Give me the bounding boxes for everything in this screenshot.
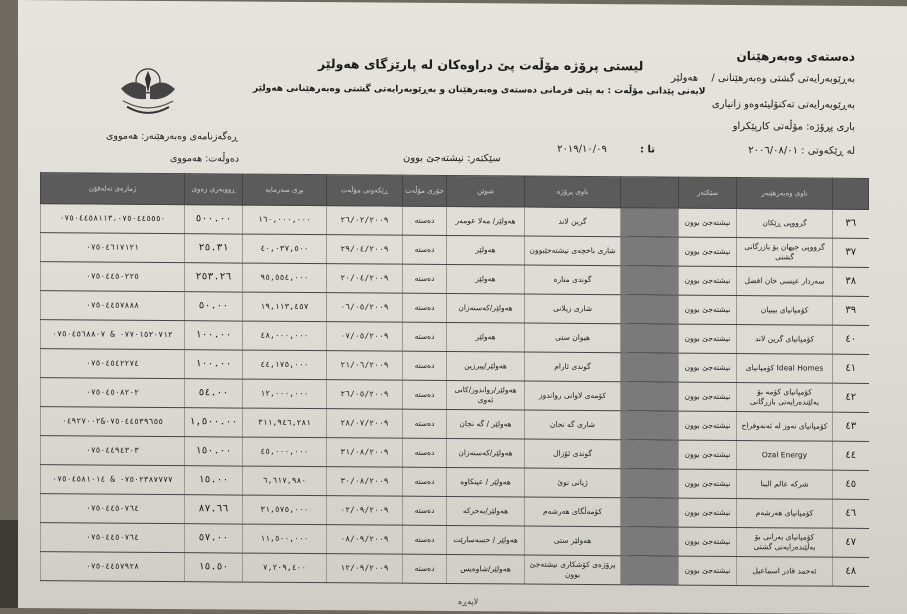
redacted-cell [621, 498, 679, 527]
col-header: سێکتەر [679, 177, 737, 208]
cell-idx: ٤٦ [833, 499, 869, 528]
directorate-line1 [671, 73, 855, 85]
cell-capital: ٤٠,٠٣٧,٥٠٠ [243, 234, 327, 264]
cell-investor: کۆمپانیای کۆمە بۆ بەلێندەرایەتی بازرگانی [737, 383, 833, 413]
cell-capital: ١١,٥٠٠,٠٠٠ [243, 524, 327, 554]
cell-sector: نیشتەجێ بوون [679, 498, 737, 527]
col-header: ڕێکەوتی مۆڵەت [327, 175, 403, 207]
col-header: ژمارەی تەلەفۆن [41, 173, 185, 205]
cell-license: دەستە [403, 438, 447, 467]
cell-project: گوندی ئارام [525, 352, 621, 382]
cell-location: هەولێر / حسەسارێت [447, 525, 525, 555]
cell-phone: ٠٧٧٠١٥٢٠٧١٢ & ٠٧٥٠٤٥٦٨٨٠٧ [41, 320, 185, 350]
date-range [557, 144, 855, 157]
cell-area: ٥٠٠.٠٠ [185, 205, 243, 234]
date-to: ٢٠١٩/١٠/٠٩ [557, 143, 607, 156]
cell-location: هەولێر/رواندوز/کانی ئەوی [447, 380, 525, 410]
cell-location: هەولێر [447, 235, 525, 265]
cell-license: دەستە [403, 409, 447, 438]
page-footer: لاپەڕە [458, 597, 479, 607]
cell-date: ٢٦/٠٢/٢٠٠٩ [327, 206, 403, 236]
cell-date: ٢٦/٠٥/٢٠٠٩ [327, 380, 403, 410]
directorate-text: بەڕێوبەرایەتی گشتی وەبەرهێنانی / [711, 72, 855, 85]
cell-date: ٣١/٠٨/٢٠٠٩ [327, 438, 403, 468]
redacted-cell [621, 353, 679, 382]
cell-idx: ٣٩ [833, 296, 869, 325]
cell-sector: نیشتەجێ بوون [679, 295, 737, 324]
cell-date: ٣٠/٠٨/٢٠٠٩ [327, 467, 403, 497]
cell-location: هەولێر/کەسنەزان [447, 438, 525, 468]
cell-capital: ١٦٠,٠٠٠,٠٠٠ [243, 205, 327, 235]
cell-project: کۆمەڵگای هەرشەم [525, 497, 621, 527]
cell-date: ٢٩/٠٤/٢٠٠٩ [327, 235, 403, 265]
cell-license: دەستە [403, 206, 447, 235]
cell-project: شاری گە نجان [525, 410, 621, 440]
redacted-cell [621, 208, 679, 237]
cell-project: شاری باخچەی نیشتەجێبوون [525, 236, 621, 266]
cell-investor: گرووپی جیهان بۆ بازرگانی گشتی [737, 238, 833, 268]
scanned-document-page [18, 0, 907, 614]
cell-license: دەستە [403, 293, 447, 322]
cell-location: هەولێر/بەحرکە [447, 496, 525, 526]
cell-investor: کۆمپانیای گرین لاند [737, 325, 833, 355]
cell-location: هەولێر [447, 264, 525, 294]
cell-location: هەولێر/شاوەیس [447, 554, 525, 584]
cell-project: هەولێر ستی [525, 526, 621, 556]
cell-phone: ٠٧٥٠٤٤٥٠٧٦٤ [41, 523, 185, 553]
redacted-cell [621, 266, 679, 295]
cell-area: ١٠٠.٠٠ [185, 350, 243, 379]
cell-sector: نیشتەجێ بوون [679, 440, 737, 469]
cell-area: ١٥٠.٠٠ [185, 437, 243, 466]
date-to-label: تا : [640, 144, 656, 156]
cell-capital: ٤٤,١٧٥,٠٠٠ [243, 350, 327, 380]
cell-area: ٢٥.٣١ [185, 234, 243, 263]
cell-capital: ١٩,١١٣,٤٥٧ [243, 292, 327, 322]
cell-location: هەولێر / گە نجان [447, 409, 525, 439]
cell-sector: نیشتەجێ بوون [679, 556, 737, 585]
cell-date: ١٢/٠٩/٢٠٠٩ [327, 554, 403, 584]
cell-date: ٢٨/٠٧/٢٠٠٩ [327, 409, 403, 439]
cell-phone: ٠٧٥٠٤٤٥٠٧٦٤ [41, 494, 185, 524]
sector-label: سێکتەر: نیشتەجێ بوون [403, 152, 501, 165]
city-label: هەولێر [671, 72, 699, 84]
cell-idx: ٤٥ [833, 470, 869, 499]
cell-phone: ٠٧٥٠٤٤٥٧٩٢٨ [41, 552, 185, 582]
cell-idx: ٤٣ [833, 412, 869, 441]
cell-project: گوندی ئۆزال [525, 439, 621, 469]
cell-project: ژیانی نوێ [525, 468, 621, 498]
cell-investor: گرووپی ڕێکان [737, 209, 833, 239]
cell-capital: ٣١,٥٧٥,٠٠٠ [243, 495, 327, 525]
main-title: لیستی پرۆژە مۆڵەت پێ دراوەکان لە پارێزگای هەولێر [318, 56, 644, 74]
cell-investor: Ozal Energy [737, 441, 833, 471]
cell-sector: نیشتەجێ بوون [679, 411, 737, 440]
cell-investor: Ideal Homes کۆمپانیای [737, 354, 833, 384]
cell-capital: ٤٥,٠٠٠,٠٠٠ [243, 437, 327, 467]
directorate-line2: بەڕێوبەرایەتی تەکنۆلیئەوەو زانیاری [711, 98, 855, 111]
cell-sector: نیشتەجێ بوون [679, 324, 737, 353]
dept-title: دەستەی وەبەرهێنان [736, 49, 855, 64]
cell-investor: کۆمپانیای هەرشەم [737, 499, 833, 529]
redacted-cell [621, 440, 679, 469]
cell-phone: ٠٧٥٠٤٤٥٣٩٦٥٥&٠٤٩٢٧٠٠٢ [41, 407, 185, 437]
col-header: جۆری مۆڵەت [403, 175, 447, 206]
cell-location: هەولێر/پیرزین [447, 351, 525, 381]
cell-date: ٢٠/٠٤/٢٠٠٩ [327, 264, 403, 294]
cell-license: دەستە [403, 322, 447, 351]
cell-phone: ٠٧٥٠٤٦١٧١٢١ [41, 233, 185, 263]
cell-capital: ٤٨,٠٠٠,٠٠٠ [243, 321, 327, 351]
project-status: باری پڕۆژە: مۆڵەتی کارپێکراو [732, 120, 855, 133]
date-from: ٢٠٠٦/٠٨/٠١ [748, 145, 798, 157]
cell-date: ٢١/٠٦/٢٠٠٩ [327, 351, 403, 381]
col-header: ناوی پرۆژە [525, 176, 621, 208]
cell-location: هەولێر/ مەلا عومەر [447, 206, 525, 236]
cell-license: دەستە [403, 380, 447, 409]
redacted-cell [621, 295, 679, 324]
redacted-cell [621, 382, 679, 411]
redacted-cell [621, 469, 679, 498]
redacted-cell [621, 411, 679, 440]
redacted-cell [621, 237, 679, 266]
cell-license: دەستە [403, 235, 447, 264]
cell-investor: ئەحمد قادر اسماعیل [737, 557, 833, 587]
cell-idx: ٤٤ [833, 441, 869, 470]
cell-date: ٠٧/٠٥/٢٠٠٩ [327, 322, 403, 352]
cell-project: شاری زیلانی [525, 294, 621, 324]
cell-idx: ٤١ [833, 354, 869, 383]
cell-idx: ٣٧ [833, 238, 869, 267]
cell-license: دەستە [403, 496, 447, 525]
table-row [41, 552, 869, 587]
col-header [621, 177, 679, 208]
cell-sector: نیشتەجێ بوون [679, 469, 737, 498]
cell-license: دەستە [403, 525, 447, 554]
cell-sector: نیشتەجێ بوون [679, 266, 737, 295]
cell-project: گرین لاند [525, 207, 621, 237]
cell-idx: ٤٢ [833, 383, 869, 412]
cell-phone: ٠٧٥٠٤٤٥٠٢٢٥ [41, 262, 185, 292]
cell-location: هەولێر/کەسنەزان [447, 293, 525, 323]
cell-sector: نیشتەجێ بوون [679, 208, 737, 237]
cell-project: پرۆژەی کۆشکاری نیشتەجێ بوون [525, 555, 621, 585]
cell-sector: نیشتەجێ بوون [679, 527, 737, 556]
cell-sector: نیشتەجێ بوون [679, 353, 737, 382]
cell-date: ٠٢/٠٩/٢٠٠٩ [327, 496, 403, 526]
cell-investor: شرکە عالم البنا [737, 470, 833, 500]
cell-license: دەستە [403, 554, 447, 583]
cell-capital: ٧,٢٠٩,٤٠٠ [243, 553, 327, 583]
cell-investor: کۆمپانیای نەوز لە ئەنەوفراح [737, 412, 833, 442]
projects-table [40, 172, 869, 587]
cell-sector: نیشتەجێ بوون [679, 237, 737, 266]
col-header: ڕووبەری زەوی [185, 174, 243, 205]
cell-area: ٥٠.٠٠ [185, 292, 243, 321]
cell-idx: ٣٨ [833, 267, 869, 296]
cell-area: ١٥.٠٠ [185, 466, 243, 495]
redacted-cell [621, 324, 679, 353]
cell-location: هەولێر [447, 322, 525, 352]
cell-sector: نیشتەجێ بوون [679, 382, 737, 411]
cell-license: دەستە [403, 467, 447, 496]
cell-capital: ١٢,٠٠٠,٠٠٠ [243, 379, 327, 409]
cell-phone: ٠٧٥٠٤٤٥٧٨٨٨ [41, 291, 185, 321]
col-header [833, 178, 869, 209]
cell-phone: ٠٧٥٠٤٥٠٨٢٠٢ [41, 378, 185, 408]
col-header: بڕی سەرمایە [243, 174, 327, 206]
cell-idx: ٤٠ [833, 325, 869, 354]
investor-nationality: ڕەگەزنامەی وەبەرهێنەر: هەمووی [106, 130, 238, 143]
subtitle: لایەنی پێدانی مۆڵەت : بە پێی فرمانی دەستەی وەبەرهێنان و بەڕێوبەرایەتی گشتی وەبەرهێنانی هەولێر [253, 83, 706, 97]
cell-idx: ٣٦ [833, 209, 869, 238]
cell-phone: ٠٧٥٠٢٣٨٧٧٧٧ & ٠٧٥٠٤٥٨١٠١٤ [41, 465, 185, 495]
cell-area: ١,٥٠٠.٠٠ [185, 408, 243, 437]
cell-idx: ٤٧ [833, 528, 869, 557]
cell-area: ٢٥٣.٢٦ [185, 263, 243, 292]
col-header: ناوی وەبەرهێنەر [737, 178, 833, 210]
cell-license: دەستە [403, 351, 447, 380]
cell-area: ١٠٠.٠٠ [185, 321, 243, 350]
date-from-label: لە ڕێکەوتی : [801, 145, 855, 157]
cell-investor: کۆمپانیای بەرانی بۆ بەڵێندەرایەتی گشتی [737, 528, 833, 558]
cell-capital: ٣١١,٩٤٦,٢٨١ [243, 408, 327, 438]
cell-phone: ٠٧٥٠٤٥٤٢٢٧٤ [41, 349, 185, 379]
cell-capital: ٦,٦١٧,٩٨٠ [243, 466, 327, 496]
kurdistan-emblem-icon [113, 59, 183, 121]
cell-license: دەستە [403, 264, 447, 293]
cell-area: ٨٧.٦٦ [185, 495, 243, 524]
cell-date: ٠٦/٠٥/٢٠٠٩ [327, 293, 403, 323]
cell-investor: کۆمپانیای بیبیان [737, 296, 833, 326]
cell-idx: ٤٨ [833, 557, 869, 586]
country-label: دەوڵەت: هەمووی [170, 153, 240, 165]
redacted-cell [621, 556, 679, 585]
cell-location: هەولێر / عینکاوە [447, 467, 525, 497]
cell-date: ٠٨/٠٩/٢٠٠٩ [327, 525, 403, 555]
cell-area: ١٥.٥٠ [185, 553, 243, 582]
cell-investor: سەردار عیسی خان افضل [737, 267, 833, 297]
cell-area: ٥٧.٠٠ [185, 524, 243, 553]
cell-project: گوندی منارە [525, 265, 621, 295]
cell-project: کۆمەی لاوانی رواندوز [525, 381, 621, 411]
cell-area: ٥٤.٠٠ [185, 379, 243, 408]
redacted-cell [621, 527, 679, 556]
cell-phone: ٠٧٥٠٤٤٥٨١١٣،٠٧٥٠٤٤٥٥٥٠ [41, 204, 185, 234]
cell-project: هیوان ستی [525, 323, 621, 353]
cell-capital: ٩٥,٥٥٤,٠٠٠ [243, 263, 327, 293]
cell-phone: ٠٧٥٠٤٤٩٤٣٠٣ [41, 436, 185, 466]
col-header: شوێن [447, 175, 525, 207]
